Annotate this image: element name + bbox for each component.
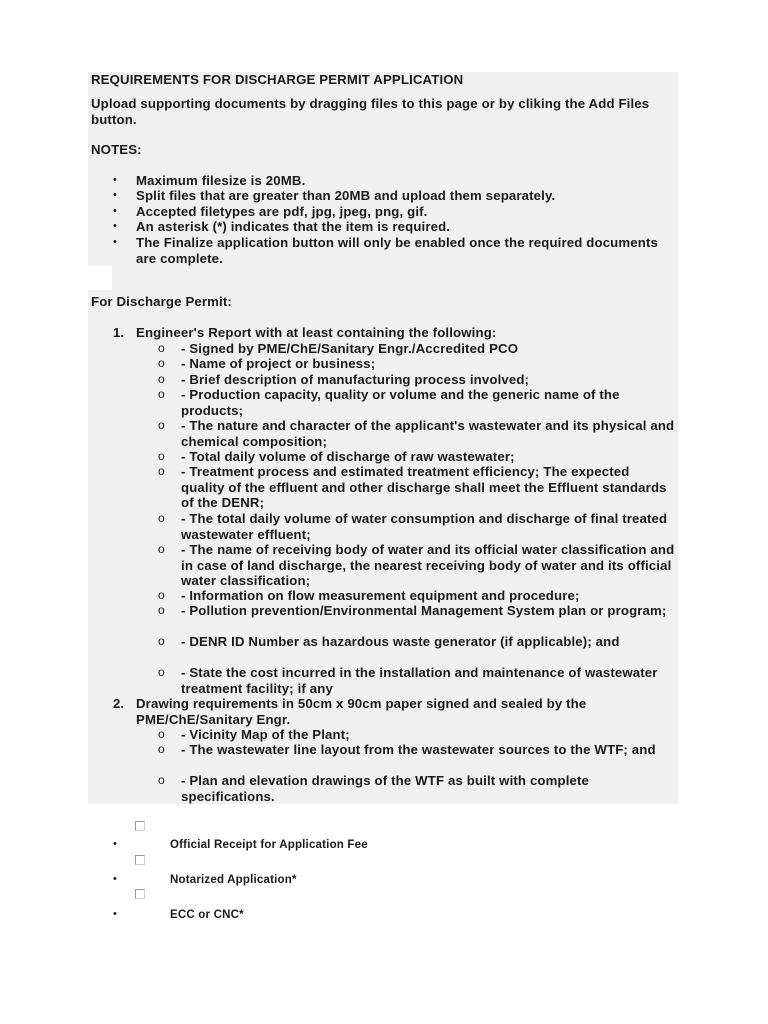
requirement-subitem: - Vicinity Map of the Plant;	[181, 727, 350, 742]
note-item: Split files that are greater than 20MB and upload them separately.	[136, 188, 556, 203]
requirement-subitem: - The nature and character of the applicant's wastewater and its physical and chemical composition;	[181, 418, 675, 449]
note-item: Accepted filetypes are pdf, jpg, jpeg, png, gif.	[136, 204, 428, 219]
sub-bullet: o	[158, 356, 165, 370]
document-checkbox[interactable]	[135, 821, 145, 831]
document-bullet: •	[113, 908, 117, 920]
sub-bullet: o	[158, 603, 165, 617]
requirement-subitem: - Pollution prevention/Environmental Management System plan or program;	[181, 603, 667, 618]
document-bullet: •	[113, 838, 117, 850]
note-bullet: •	[113, 205, 117, 217]
sub-bullet: o	[158, 464, 165, 478]
requirement-subitem: - Name of project or business;	[181, 356, 376, 371]
note-item: Maximum filesize is 20MB.	[136, 173, 306, 188]
requirement-subitem: - Information on flow measurement equipment and procedure;	[181, 588, 580, 603]
sub-bullet: o	[158, 588, 165, 602]
sub-bullet: o	[158, 665, 165, 679]
document-bullet: •	[113, 873, 117, 885]
requirement-subitem: - The total daily volume of water consumption and discharge of final treated wastewater effluent;	[181, 511, 668, 542]
requirement-subitem: - Brief description of manufacturing process involved;	[181, 372, 530, 387]
requirement-number: 1.	[113, 325, 124, 340]
sub-bullet: o	[158, 773, 165, 787]
document-label: Notarized Application*	[170, 874, 297, 886]
sub-bullet: o	[158, 634, 165, 648]
section-heading: For Discharge Permit:	[91, 294, 232, 309]
notes-heading: NOTES:	[91, 142, 142, 157]
panel-notch	[88, 266, 112, 290]
document-checkbox[interactable]	[135, 889, 145, 899]
requirement-subitem: - Plan and elevation drawings of the WTF as built with complete specifications.	[181, 773, 590, 804]
note-bullet: •	[113, 236, 117, 248]
requirement-subitem: - The name of receiving body of water and its official water classification and in case of land discharge, the nearest receiving body of water and its official water classification;	[181, 542, 675, 588]
note-bullet: •	[113, 220, 117, 232]
requirement-subitem: - Treatment process and estimated treatment efficiency; The expected quality of the effluent and other discharge shall meet the Effluent standards of the DENR;	[181, 464, 667, 510]
requirement-number: 2.	[113, 696, 124, 711]
sub-bullet: o	[158, 372, 165, 386]
document-checkbox[interactable]	[135, 855, 145, 865]
note-bullet: •	[113, 174, 117, 186]
sub-bullet: o	[158, 742, 165, 756]
sub-bullet: o	[158, 727, 165, 741]
note-item: An asterisk (*) indicates that the item is required.	[136, 219, 451, 234]
requirement-item: Drawing requirements in 50cm x 90cm paper signed and sealed by the PME/ChE/Sanitary Engr.	[136, 696, 587, 727]
upload-instruction: Upload supporting documents by dragging files to this page or by cliking the Add Files button.	[91, 96, 650, 127]
note-bullet: •	[113, 189, 117, 201]
page-title: REQUIREMENTS FOR DISCHARGE PERMIT APPLICATION	[91, 72, 464, 87]
sub-bullet: o	[158, 418, 165, 432]
requirement-subitem: - Total daily volume of discharge of raw wastewater;	[181, 449, 515, 464]
document-label: Official Receipt for Application Fee	[170, 839, 368, 851]
sub-bullet: o	[158, 511, 165, 525]
sub-bullet: o	[158, 449, 165, 463]
sub-bullet: o	[158, 542, 165, 556]
sub-bullet: o	[158, 341, 165, 355]
requirement-subitem: - The wastewater line layout from the wastewater sources to the WTF; and	[181, 742, 656, 757]
requirement-subitem: - Signed by PME/ChE/Sanitary Engr./Accredited PCO	[181, 341, 519, 356]
requirement-item: Engineer's Report with at least containing the following:	[136, 325, 497, 340]
requirement-subitem: - DENR ID Number as hazardous waste generator (if applicable); and	[181, 634, 620, 649]
requirement-subitem: - Production capacity, quality or volume and the generic name of the products;	[181, 387, 620, 418]
note-item: The Finalize application button will only be enabled once the required documents are complete.	[136, 235, 658, 266]
requirement-subitem: - State the cost incurred in the installation and maintenance of wastewater treatment facility; if any	[181, 665, 658, 696]
sub-bullet: o	[158, 387, 165, 401]
document-label: ECC or CNC*	[170, 909, 244, 921]
